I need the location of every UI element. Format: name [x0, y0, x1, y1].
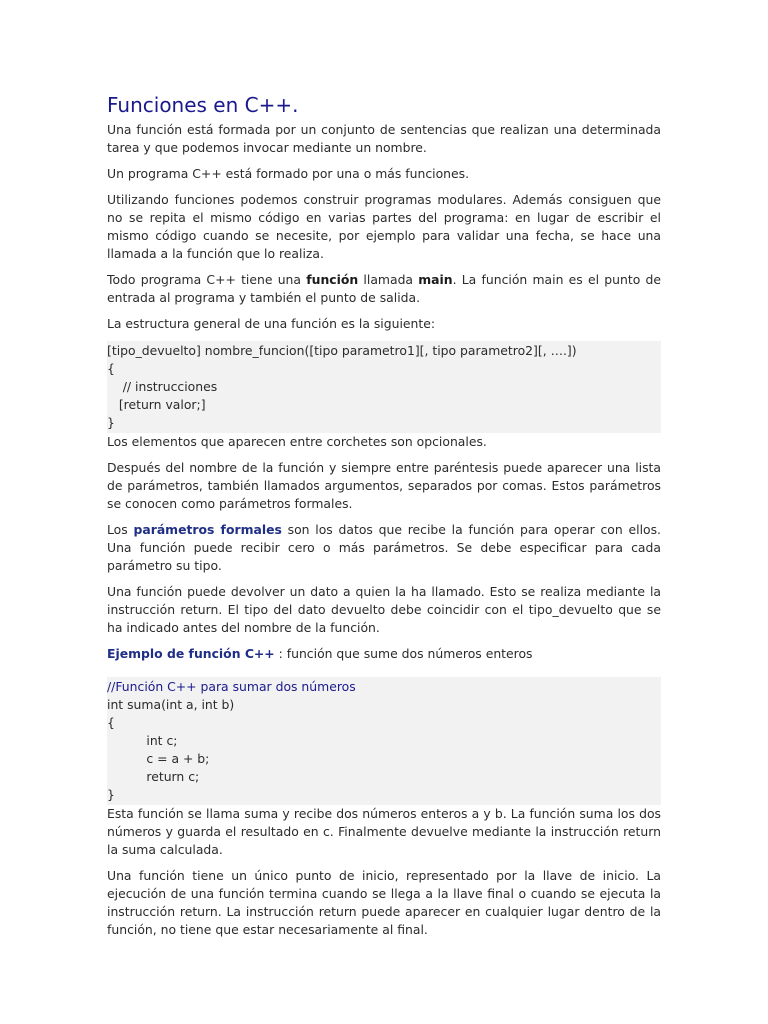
code-line: int suma(int a, int b) [107, 697, 235, 712]
code-line: // instrucciones [107, 379, 218, 394]
text-segment: Todo programa C++ tiene una [107, 272, 307, 287]
paragraph-optional: Los elementos que aparecen entre corchetes son opcionales. [107, 434, 487, 449]
code-block-example [107, 677, 661, 805]
text-segment: Los [107, 522, 134, 537]
bold-formal-params: parámetros formales [133, 522, 282, 537]
example-label: Ejemplo de función C++ [107, 646, 275, 661]
paragraph-example-heading [107, 645, 661, 663]
bold-funcion: función [306, 272, 359, 287]
code-line: { [107, 715, 115, 730]
code-line: int c; [107, 733, 178, 748]
code-line: { [107, 361, 115, 376]
paragraph-example-explanation: Esta función se llama suma y recibe dos números enteros a y b. La función suma los dos números y guarda el resultado en c. Finalmente devuelve mediante la instrucción return la suma calculada. [107, 806, 661, 857]
code-line: } [107, 415, 115, 430]
paragraph-formal-params [107, 521, 661, 575]
paragraph-main [107, 271, 661, 307]
paragraph-parameters: Después del nombre de la función y siempre entre paréntesis puede aparecer una lista de parámetros, también llamados argumentos, separados por comas. Estos parámetros se conocen como parámetros formales. [107, 460, 661, 511]
paragraph-modular: Utilizando funciones podemos construir programas modulares. Además consiguen que no se repita el mismo código en varias partes del programa: en lugar de escribir el mismo código cuando se necesite, por ejemplo para validar una fecha, se hace una llamada a la función que lo realiza. [107, 192, 661, 261]
text-segment: son los datos que recibe la función para operar con ellos. Una función puede recibir cero o más parámetros. Se debe especificar para cada parámetro su tipo. [107, 522, 661, 573]
code-line: } [107, 787, 115, 802]
document-page [107, 92, 661, 947]
page-title: Funciones en C++. [107, 93, 299, 117]
text-segment: : función que sume dos números enteros [274, 646, 533, 661]
code-comment: //Función C++ para sumar dos números [107, 679, 356, 694]
code-line: return c; [107, 769, 200, 784]
code-line: [tipo_devuelto] nombre_funcion([tipo parametro1][, tipo parametro2][, ….]) [107, 343, 577, 358]
text-segment: llamada [358, 272, 419, 287]
code-block-structure [107, 341, 661, 433]
paragraph-program-functions: Un programa C++ está formado por una o más funciones. [107, 166, 470, 181]
bold-main: main [418, 272, 453, 287]
code-line: c = a + b; [107, 751, 210, 766]
paragraph-structure-intro: La estructura general de una función es la siguiente: [107, 316, 436, 331]
paragraph-execution: Una función tiene un único punto de inicio, representado por la llave de inicio. La ejecución de una función termina cuando se llega a la llave final o cuando se ejecuta la instrucción return. La instrucción return puede aparecer en cualquier lugar dentro de la función, no tiene que estar necesariamente al final. [107, 868, 661, 937]
code-line: [return valor;] [107, 397, 206, 412]
paragraph-return: Una función puede devolver un dato a quien la ha llamado. Esto se realiza mediante la instrucción return. El tipo del dato devuelto debe coincidir con el tipo_devuelto que se ha indicado antes del nombre de la función. [107, 584, 661, 635]
text-segment: . La función main es el punto de entrada al programa y también el punto de salida. [107, 272, 661, 305]
paragraph-definition: Una función está formada por un conjunto de sentencias que realizan una determinada tarea y que podemos invocar mediante un nombre. [107, 122, 661, 155]
